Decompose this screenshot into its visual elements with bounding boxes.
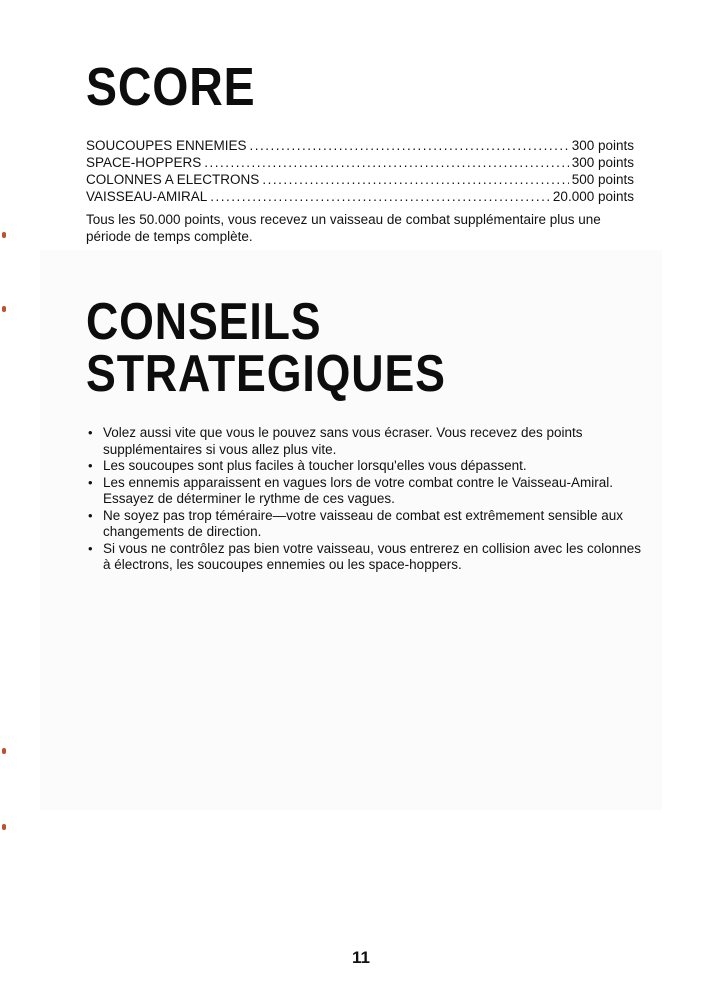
bullet-icon: • — [88, 458, 93, 473]
conseils-heading — [86, 293, 446, 403]
binding-mark — [2, 306, 6, 312]
score-row — [86, 137, 634, 154]
dot-leader — [204, 154, 568, 171]
list-item — [86, 508, 646, 541]
bullet-icon: • — [88, 425, 93, 440]
score-row — [86, 188, 634, 205]
conseils-heading-line2: STRATEGIQUES — [86, 345, 446, 403]
tip-text: Si vous ne contrôlez pas bien votre vaisseau, vous entrerez en collision avec les colonnes à électrons, les soucoupes ennemies ou les space-hoppers. — [103, 540, 642, 572]
list-item — [86, 541, 646, 574]
page-number: 11 — [352, 948, 370, 967]
score-row — [86, 154, 634, 171]
dot-leader — [262, 171, 568, 188]
list-item — [86, 475, 646, 508]
dot-leader — [250, 137, 569, 154]
binding-mark — [2, 232, 6, 238]
score-label: SPACE-HOPPERS — [86, 155, 202, 170]
tip-text: Volez aussi vite que vous le pouvez sans vous écraser. Vous recevez des points supplémentaires si vous allez plus vite. — [103, 425, 583, 457]
bullet-icon: • — [88, 507, 93, 523]
dot-leader — [210, 188, 550, 205]
conseils-heading-line1: CONSEILS — [86, 293, 322, 351]
bullet-icon: • — [88, 474, 93, 490]
tips-list — [86, 425, 646, 574]
binding-mark — [2, 824, 6, 830]
score-value: 300 points — [571, 138, 634, 153]
score-table — [86, 137, 634, 205]
score-value: 20.000 points — [552, 189, 634, 204]
binding-mark — [2, 748, 6, 754]
tip-text: Ne soyez pas trop téméraire—votre vaisseau de combat est extrêmement sensible aux changements de direction. — [103, 507, 623, 539]
score-label: SOUCOUPES ENNEMIES — [86, 138, 247, 153]
score-value: 300 points — [571, 155, 634, 170]
score-label: COLONNES A ELECTRONS — [86, 172, 260, 187]
score-label: VAISSEAU-AMIRAL — [86, 189, 208, 204]
list-item — [86, 458, 646, 475]
score-heading: SCORE — [86, 57, 256, 117]
list-item — [86, 425, 646, 458]
score-row — [86, 171, 634, 188]
bonus-note: Tous les 50.000 points, vous recevez un vaisseau de combat supplémentaire plus une période de temps complète. — [86, 212, 601, 244]
tip-text: Les soucoupes sont plus faciles à toucher lorsqu'elles vous dépassent. — [103, 458, 527, 473]
score-value: 500 points — [571, 172, 634, 187]
bullet-icon: • — [88, 540, 93, 556]
tip-text: Les ennemis apparaissent en vagues lors de votre combat contre le Vaisseau-Amiral. Essayez de déterminer le rythme de ces vagues. — [103, 474, 614, 506]
